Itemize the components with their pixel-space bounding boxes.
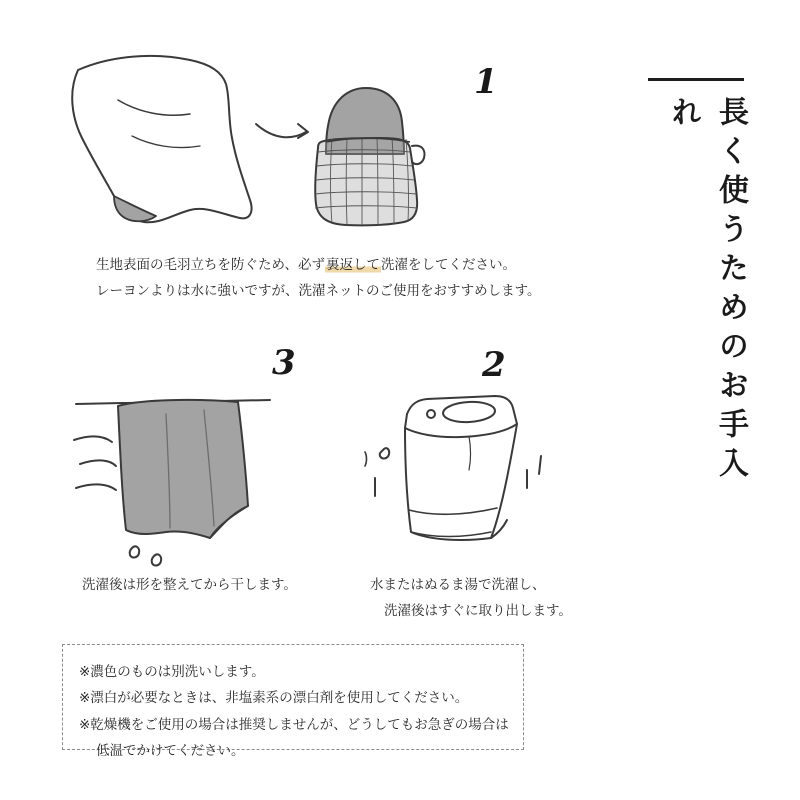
step-1-caption-line-2 [96, 278, 541, 304]
step-3-caption [82, 572, 297, 598]
step-1-caption-line-1 [96, 252, 541, 278]
caption-text: レーヨンよりは水に強いですが、洗濯ネットのご使用をおすすめします。 [96, 283, 541, 300]
caption-text: 洗濯をしてください。 [380, 257, 516, 273]
notes-list [63, 645, 523, 764]
illustration-washing-machine [345, 378, 555, 573]
caption-text: 水またはぬるま湯で洗濯し、 [370, 577, 546, 593]
step-2-caption-line-2 [370, 598, 572, 624]
step-number-2: 2 [482, 345, 506, 385]
title-rule [648, 78, 744, 81]
step-2-caption [370, 572, 572, 625]
note-item: ※漂白が必要なときは、非塩素系の漂白剤を使用してください。 [79, 690, 469, 707]
notes-box [62, 644, 524, 759]
caption-text: 洗濯後は形を整えてから干します。 [82, 577, 297, 593]
page-title: 長く使うためのお手入れ [665, 96, 748, 486]
caption-text: 生地表面の毛羽立ちを防ぐため、必ず [96, 257, 325, 273]
note-item: ※濃色のものは別洗いします。 [79, 664, 265, 680]
step-number-1: 1 [474, 62, 498, 102]
note-item: ※乾燥機をご使用の場合は推奨しませんが、どうしてもお急ぎの場合は [79, 716, 509, 733]
illustration-hanging-cloth-drying [70, 378, 300, 573]
page-title-block [634, 70, 754, 490]
step-1-caption [96, 252, 541, 305]
step-number-3: 3 [272, 343, 296, 383]
step-3-caption-line-1 [82, 572, 297, 598]
step-2-caption-line-1 [370, 572, 572, 598]
caption-highlight: 裏返して [325, 257, 380, 273]
note-item: 低温でかけてください。 [96, 742, 245, 759]
illustration-cloth-into-laundry-net [60, 40, 460, 245]
caption-text: 洗濯後はすぐに取り出します。 [384, 603, 572, 620]
